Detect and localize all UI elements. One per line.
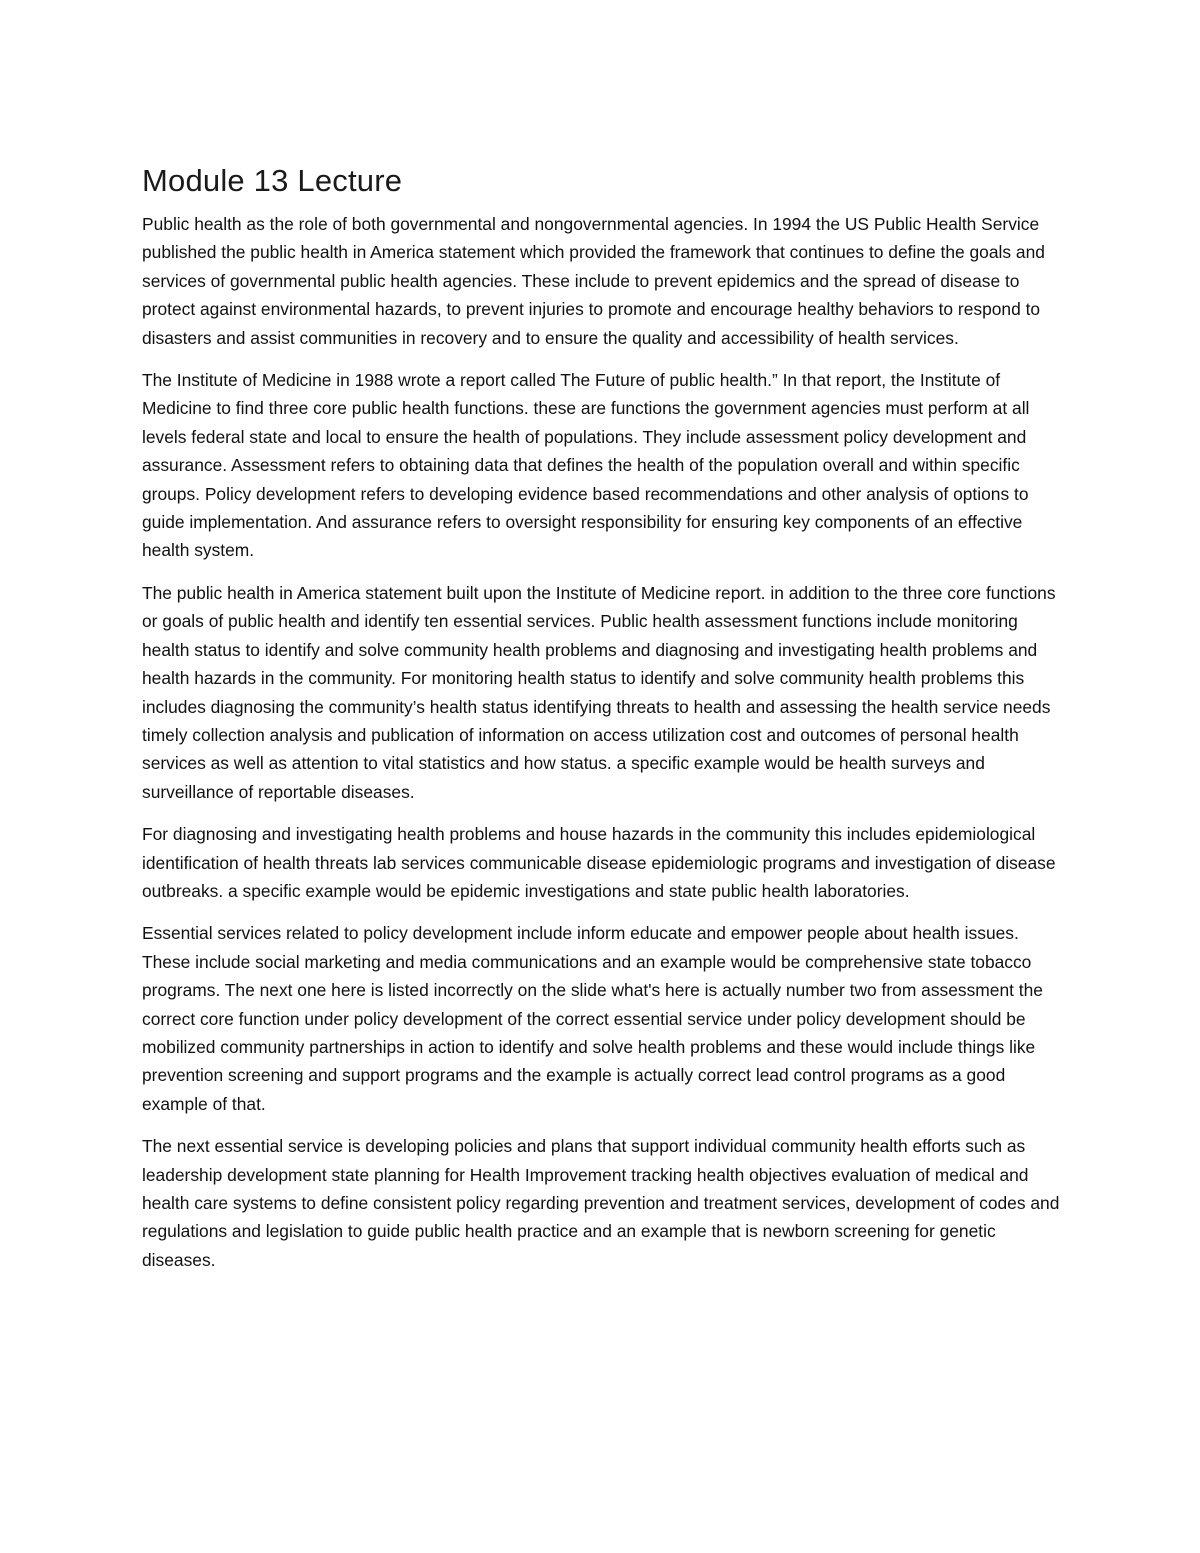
document-page bbox=[142, 158, 1062, 1288]
paragraph-5: Essential services related to policy development include inform educate and empower people about health issues. These include social marketing and media communications and an example would be comprehensive state tobacco programs. The next one here is listed incorrectly on the slide what's here is actually number two from assessment the correct core function under policy development of the correct essential service under policy development should be mobilized community partnerships in action to identify and solve health problems and these would include things like prevention screening and support programs and the example is actually correct lead control programs as a good example of that. bbox=[142, 923, 1043, 1114]
document-title: Module 13 Lecture bbox=[142, 163, 403, 198]
paragraph-1: Public health as the role of both governmental and nongovernmental agencies. In 1994 the US Public Health Service published the public health in America statement which provided the framework that continues to define the goals and services of governmental public health agencies. These include to prevent epidemics and the spread of disease to protect against environmental hazards, to prevent injuries to promote and encourage healthy behaviors to respond to disasters and assist communities in recovery and to ensure the quality and accessibility of health services. bbox=[142, 214, 1045, 348]
paragraph-4: For diagnosing and investigating health problems and house hazards in the community this includes epidemiological identification of health threats lab services communicable disease epidemiologic programs and investigation of disease outbreaks. a specific example would be epidemic investigations and state public health laboratories. bbox=[142, 824, 1056, 901]
paragraph-3: The public health in America statement built upon the Institute of Medicine report. in addition to the three core functions or goals of public health and identify ten essential services. Public health assessment functions include monitoring health status to identify and solve community health problems and diagnosing and investigating health problems and health hazards in the community. For monitoring health status to identify and solve community health problems this includes diagnosing the community’s health status identifying threats to health and assessing the health service needs timely collection analysis and publication of information on access utilization cost and outcomes of personal health services as well as attention to vital statistics and how status. a specific example would be health surveys and surveillance of reportable diseases. bbox=[142, 582, 1056, 802]
paragraph-6: The next essential service is developing policies and plans that support individual community health efforts such as leadership development state planning for Health Improvement tracking health objectives evaluation of medical and health care systems to define consistent policy regarding prevention and treatment services, development of codes and regulations and legislation to guide public health practice and an example that is newborn screening for genetic diseases. bbox=[142, 1136, 1060, 1270]
paragraph-2: The Institute of Medicine in 1988 wrote a report called The Future of public health.” In that report, the Institute of Medicine to find three core public health functions. these are functions the government agencies must perform at all levels federal state and local to ensure the health of populations. They include assessment policy development and assurance. Assessment refers to obtaining data that defines the health of the population overall and within specific groups. Policy development refers to developing evidence based recommendations and other analysis of options to guide implementation. And assurance refers to oversight responsibility for ensuring key components of an effective health system. bbox=[142, 370, 1030, 561]
